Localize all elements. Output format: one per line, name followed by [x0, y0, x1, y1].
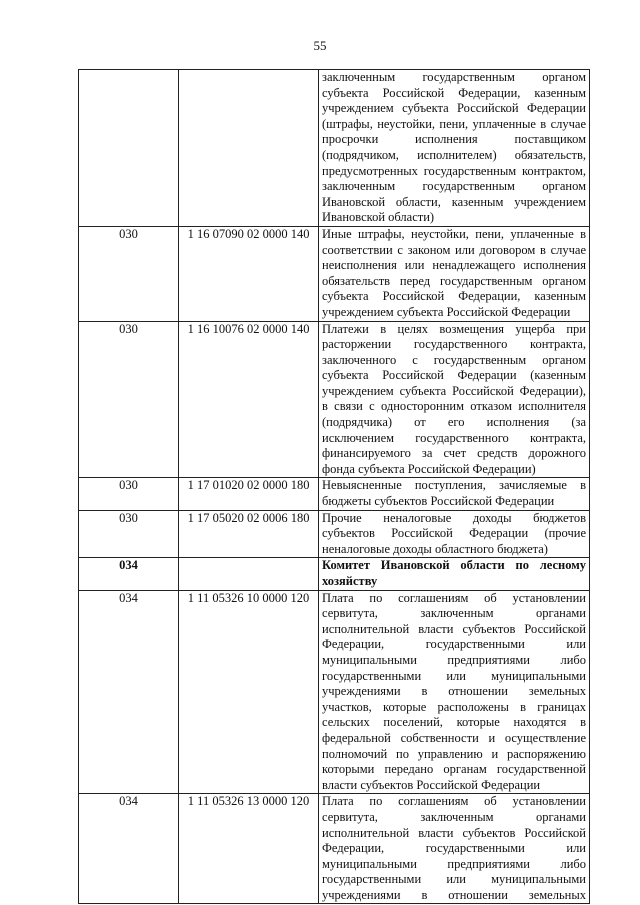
- text-line: Прочие неналоговые доходы бюджетов: [322, 510, 586, 525]
- admin-code-cell: [79, 70, 179, 227]
- text-line: финансируемого за счет средств дорожного: [322, 446, 586, 461]
- text-line: неналоговые доходы областного бюджета): [322, 541, 548, 556]
- text-line: субъектов Российской Федерации (прочие: [322, 526, 586, 541]
- text-line: Федерации, государственными или: [322, 637, 586, 652]
- text-line: государственными или муниципальными: [322, 872, 586, 887]
- text-line: Комитет Ивановской области по лесному: [322, 558, 586, 573]
- table-row: [79, 510, 590, 558]
- admin-code-cell: 034: [79, 590, 179, 794]
- table-body: [79, 70, 590, 904]
- revenue-name-cell: [319, 321, 590, 478]
- text-line: исполнительной власти субъектов Российской: [322, 825, 586, 840]
- text-line: обязательств перед государственным органом: [322, 273, 586, 288]
- text-line: учреждением субъекта Российской Федерации),: [322, 383, 586, 398]
- text-line: Платежи в целях возмещения ущерба при: [322, 321, 586, 336]
- table-row: [79, 70, 590, 227]
- admin-code-cell: 030: [79, 226, 179, 321]
- text-line: неисполнения или ненадлежащего исполнения: [322, 258, 586, 273]
- table-row: [79, 321, 590, 478]
- budget-classification-code-cell: 1 16 10076 02 0000 140: [179, 321, 319, 478]
- text-line: Ивановской области, казенным учреждением: [322, 194, 586, 209]
- text-line: исключением государственного контракта,: [322, 430, 586, 445]
- text-line: Плата по соглашениям об установлении: [322, 590, 586, 605]
- text-line: субъекта Российской Федерации (казенным: [322, 368, 586, 383]
- revenue-name-cell: [319, 558, 590, 590]
- text-line: субъекта Российской Федерации, казенным: [322, 85, 586, 100]
- table-row: [79, 226, 590, 321]
- revenue-name-cell: [319, 510, 590, 558]
- text-line: полномочий по управлению и распоряжению: [322, 746, 586, 761]
- text-line: Иные штрафы, неустойки, пени, уплаченные в: [322, 226, 586, 241]
- text-line: Ивановской области): [322, 210, 435, 225]
- text-line: фонда субъекта Российской Федерации): [322, 461, 536, 476]
- text-line: учреждением субъекта Российской Федерации: [322, 101, 586, 116]
- text-line: бюджеты субъектов Российской Федерации: [322, 494, 555, 509]
- text-line: (штрафы, неустойки, пени, уплаченные в случае: [322, 116, 586, 131]
- text-line: участков, которые расположены в границах: [322, 699, 586, 714]
- revenue-name-cell: [319, 590, 590, 794]
- text-line: предусмотренных государственным контрактом,: [322, 163, 586, 178]
- text-line: в связи с односторонним отказом исполнителя: [322, 399, 586, 414]
- text-line: муниципальными предприятиями либо: [322, 652, 586, 667]
- revenue-name-cell: [319, 226, 590, 321]
- text-line: расторжении государственного контракта,: [322, 337, 586, 352]
- revenue-name-cell: [319, 70, 590, 227]
- text-line: которыми передано органам государственной: [322, 762, 586, 777]
- text-line: заключенного с государственным органом: [322, 352, 586, 367]
- text-line: федеральной собственности и осуществление: [322, 730, 586, 745]
- revenue-codes-table: [78, 69, 590, 904]
- table-row: [79, 794, 590, 904]
- text-line: заключенным государственным органом: [322, 70, 586, 84]
- admin-code-cell: 030: [79, 321, 179, 478]
- text-line: государственными или муниципальными: [322, 668, 586, 683]
- text-line: Невыясненные поступления, зачисляемые в: [322, 478, 586, 493]
- text-line: исполнительной власти субъектов Российской: [322, 621, 586, 636]
- text-line: сервитута, заключенным органами: [322, 809, 586, 824]
- revenue-name-cell: [319, 794, 590, 904]
- text-line: (подрядчика) от его исполнения (за: [322, 415, 586, 430]
- admin-code-cell: 030: [79, 478, 179, 510]
- text-line: учреждениями в отношении земельных: [322, 684, 586, 699]
- budget-classification-code-cell: 1 17 01020 02 0000 180: [179, 478, 319, 510]
- text-line: Плата по соглашениям об установлении: [322, 794, 586, 809]
- text-line: учреждением субъекта Российской Федерации: [322, 304, 571, 319]
- admin-code-cell: 034: [79, 558, 179, 590]
- budget-classification-code-cell: [179, 70, 319, 227]
- text-line: сервитута, заключенным органами: [322, 606, 586, 621]
- text-line: муниципальными предприятиями либо: [322, 856, 586, 871]
- text-line: заключенным государственным органом: [322, 179, 586, 194]
- text-line: власти субъектов Российской Федерации: [322, 777, 541, 792]
- admin-code-cell: 030: [79, 510, 179, 558]
- budget-classification-code-cell: 1 17 05020 02 0006 180: [179, 510, 319, 558]
- budget-classification-code-cell: 1 16 07090 02 0000 140: [179, 226, 319, 321]
- text-line: (подрядчиком, исполнителем) обязательств,: [322, 147, 586, 162]
- text-line: соответствии с законом или договором в случае: [322, 242, 586, 257]
- text-line: хозяйству: [322, 574, 378, 588]
- table-row: [79, 590, 590, 794]
- text-line: учреждениями в отношении земельных: [322, 887, 586, 902]
- admin-code-cell: 034: [79, 794, 179, 904]
- budget-classification-code-cell: 1 11 05326 13 0000 120: [179, 794, 319, 904]
- text-line: субъекта Российской Федерации, казенным: [322, 289, 586, 304]
- text-line: просрочки исполнения поставщиком: [322, 132, 586, 147]
- table-row: [79, 478, 590, 510]
- page-number: 55: [313, 38, 327, 53]
- budget-classification-code-cell: [179, 558, 319, 590]
- text-line: Федерации, государственными или: [322, 841, 586, 856]
- budget-classification-code-cell: 1 11 05326 10 0000 120: [179, 590, 319, 794]
- table-row: [79, 558, 590, 590]
- revenue-name-cell: [319, 478, 590, 510]
- text-line: сельских поселений, которые находятся в: [322, 715, 586, 730]
